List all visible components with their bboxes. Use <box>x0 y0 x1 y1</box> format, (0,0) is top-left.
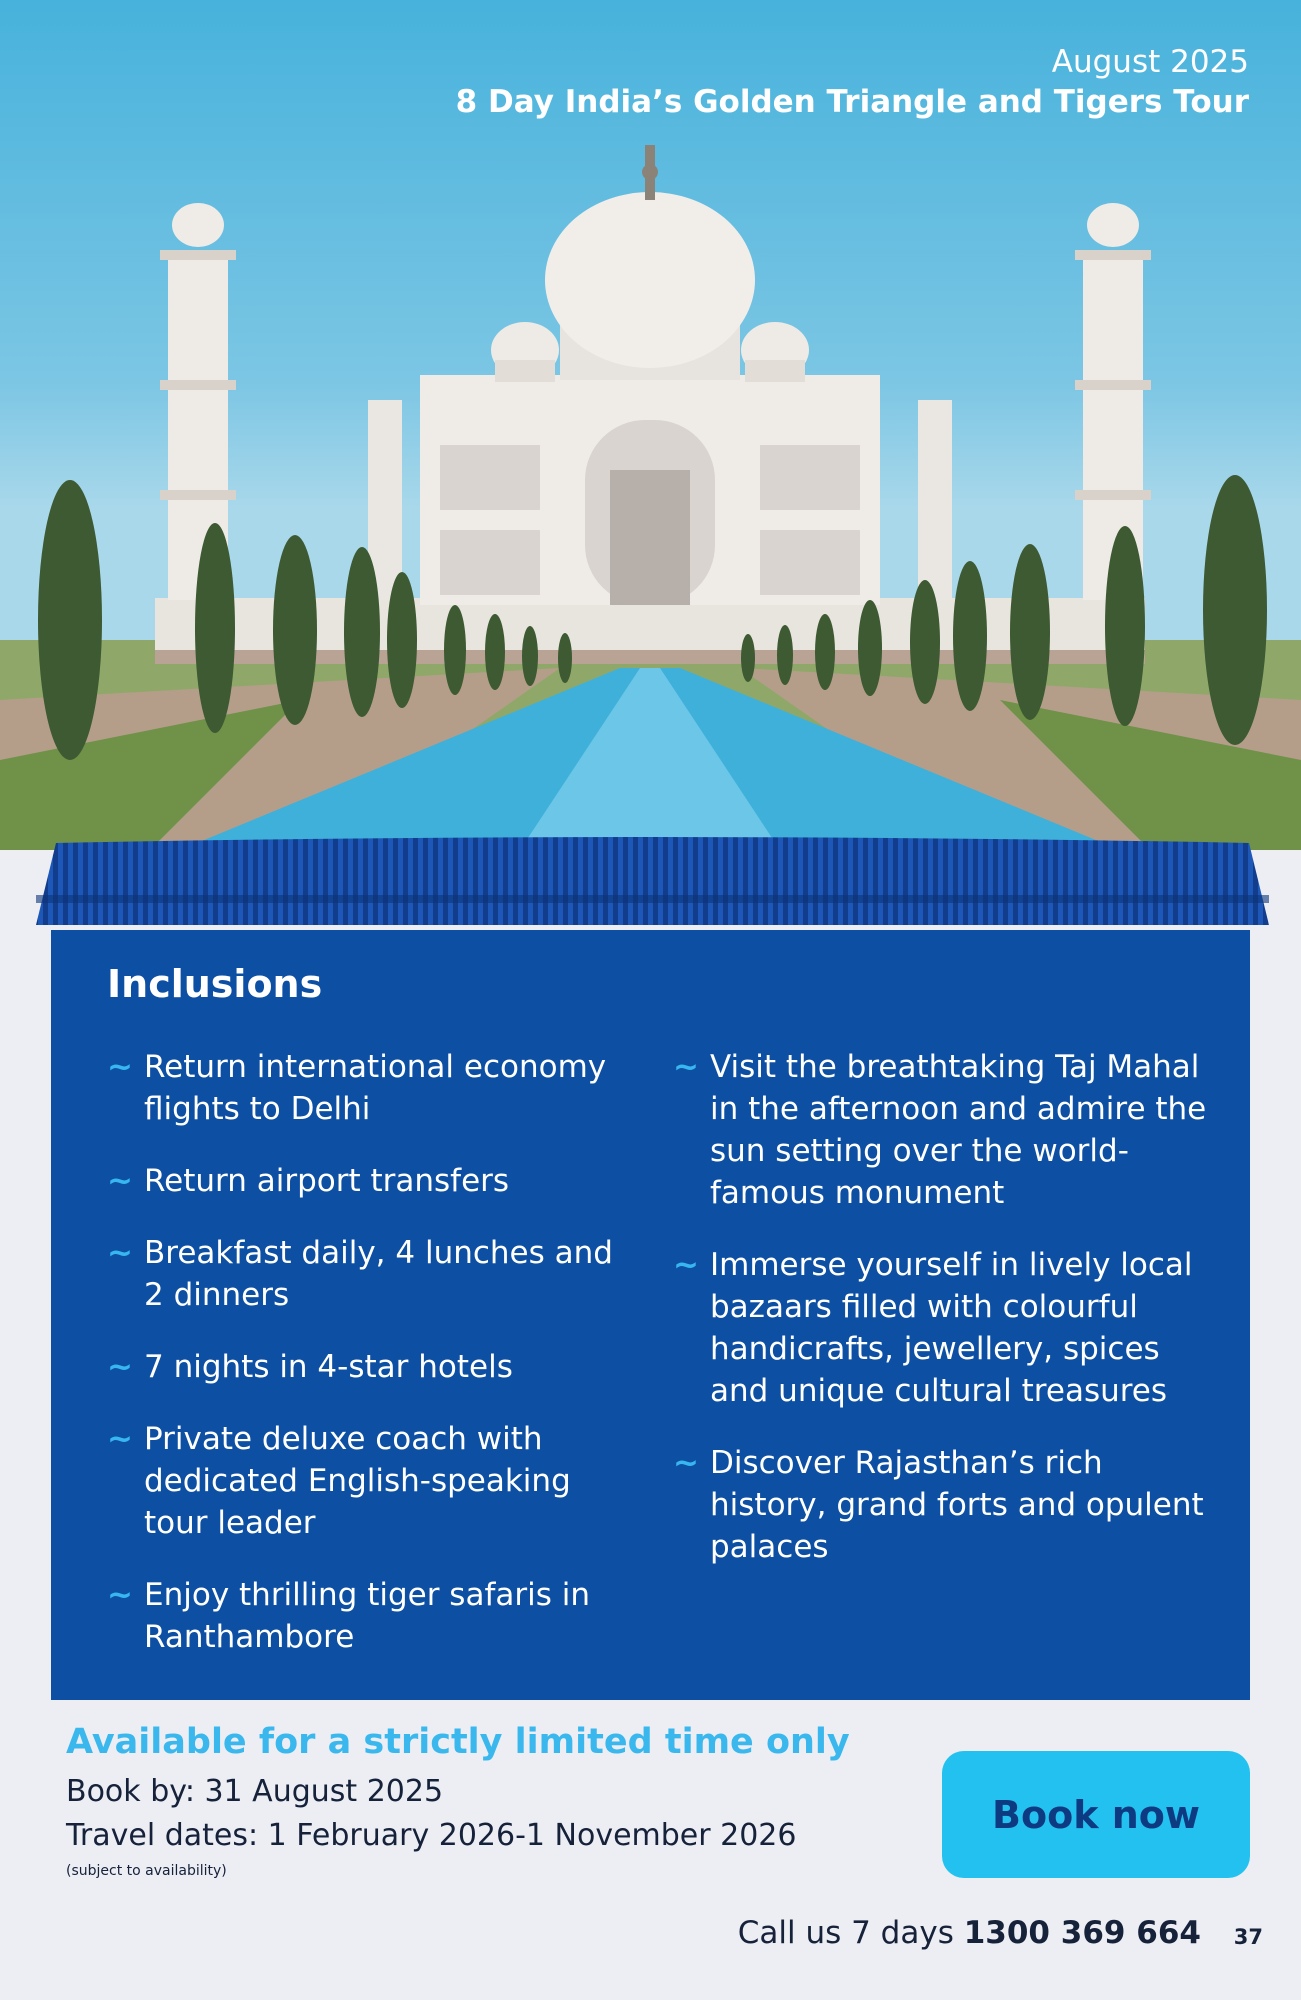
tilde-bullet-icon: ~ <box>673 1247 699 1283</box>
tilde-bullet-icon: ~ <box>107 1349 133 1385</box>
book-now-button[interactable]: Book now <box>942 1751 1250 1878</box>
list-item: ~ Private deluxe coach with dedicated English-speaking tour leader <box>107 1418 627 1544</box>
inclusions-panel <box>51 930 1250 1700</box>
hero-image <box>0 0 1301 850</box>
list-item: ~ Enjoy thrilling tiger safaris in Ranthambore <box>107 1574 627 1658</box>
list-item: ~ Visit the breathtaking Taj Mahal in the afternoon and admire the sun setting over the world-famous monument <box>673 1046 1213 1214</box>
tilde-bullet-icon: ~ <box>107 1049 133 1085</box>
tilde-bullet-icon: ~ <box>107 1163 133 1199</box>
curtain-fringe <box>36 835 1269 935</box>
list-item: ~ Discover Rajasthan’s rich history, grand forts and opulent palaces <box>673 1442 1213 1568</box>
tilde-bullet-icon: ~ <box>673 1049 699 1085</box>
page-number: 37 <box>1233 1925 1263 1949</box>
list-item: ~ 7 nights in 4-star hotels <box>107 1346 627 1388</box>
travel-dates: Travel dates: 1 February 2026-1 November 2026 <box>66 1818 797 1853</box>
inclusions-list-left <box>107 1046 627 1688</box>
availability-note: (subject to availability) <box>66 1863 227 1879</box>
list-item: ~ Breakfast daily, 4 lunches and 2 dinners <box>107 1232 627 1316</box>
availability-headline: Available for a strictly limited time only <box>66 1722 850 1762</box>
tilde-bullet-icon: ~ <box>107 1577 133 1613</box>
call-prefix: Call us 7 days <box>737 1915 954 1951</box>
inclusions-list-right <box>673 1046 1213 1598</box>
list-item: ~ Immerse yourself in lively local bazaars filled with colourful handicrafts, jewellery, spices and unique cultural treasures <box>673 1244 1213 1412</box>
list-item: ~ Return international economy flights to Delhi <box>107 1046 627 1130</box>
list-item: ~ Return airport transfers <box>107 1160 627 1202</box>
issue-date: August 2025 <box>1051 44 1249 80</box>
phone-number[interactable]: 1300 369 664 <box>963 1915 1201 1951</box>
book-by-date: Book by: 31 August 2025 <box>66 1774 444 1809</box>
tour-title: 8 Day India’s Golden Triangle and Tigers Tour <box>455 84 1249 120</box>
tilde-bullet-icon: ~ <box>673 1445 699 1481</box>
call-us-line <box>738 1915 1201 1951</box>
taj-mahal-illustration <box>0 0 1301 850</box>
inclusions-heading: Inclusions <box>107 962 323 1006</box>
tilde-bullet-icon: ~ <box>107 1235 133 1271</box>
tilde-bullet-icon: ~ <box>107 1421 133 1457</box>
